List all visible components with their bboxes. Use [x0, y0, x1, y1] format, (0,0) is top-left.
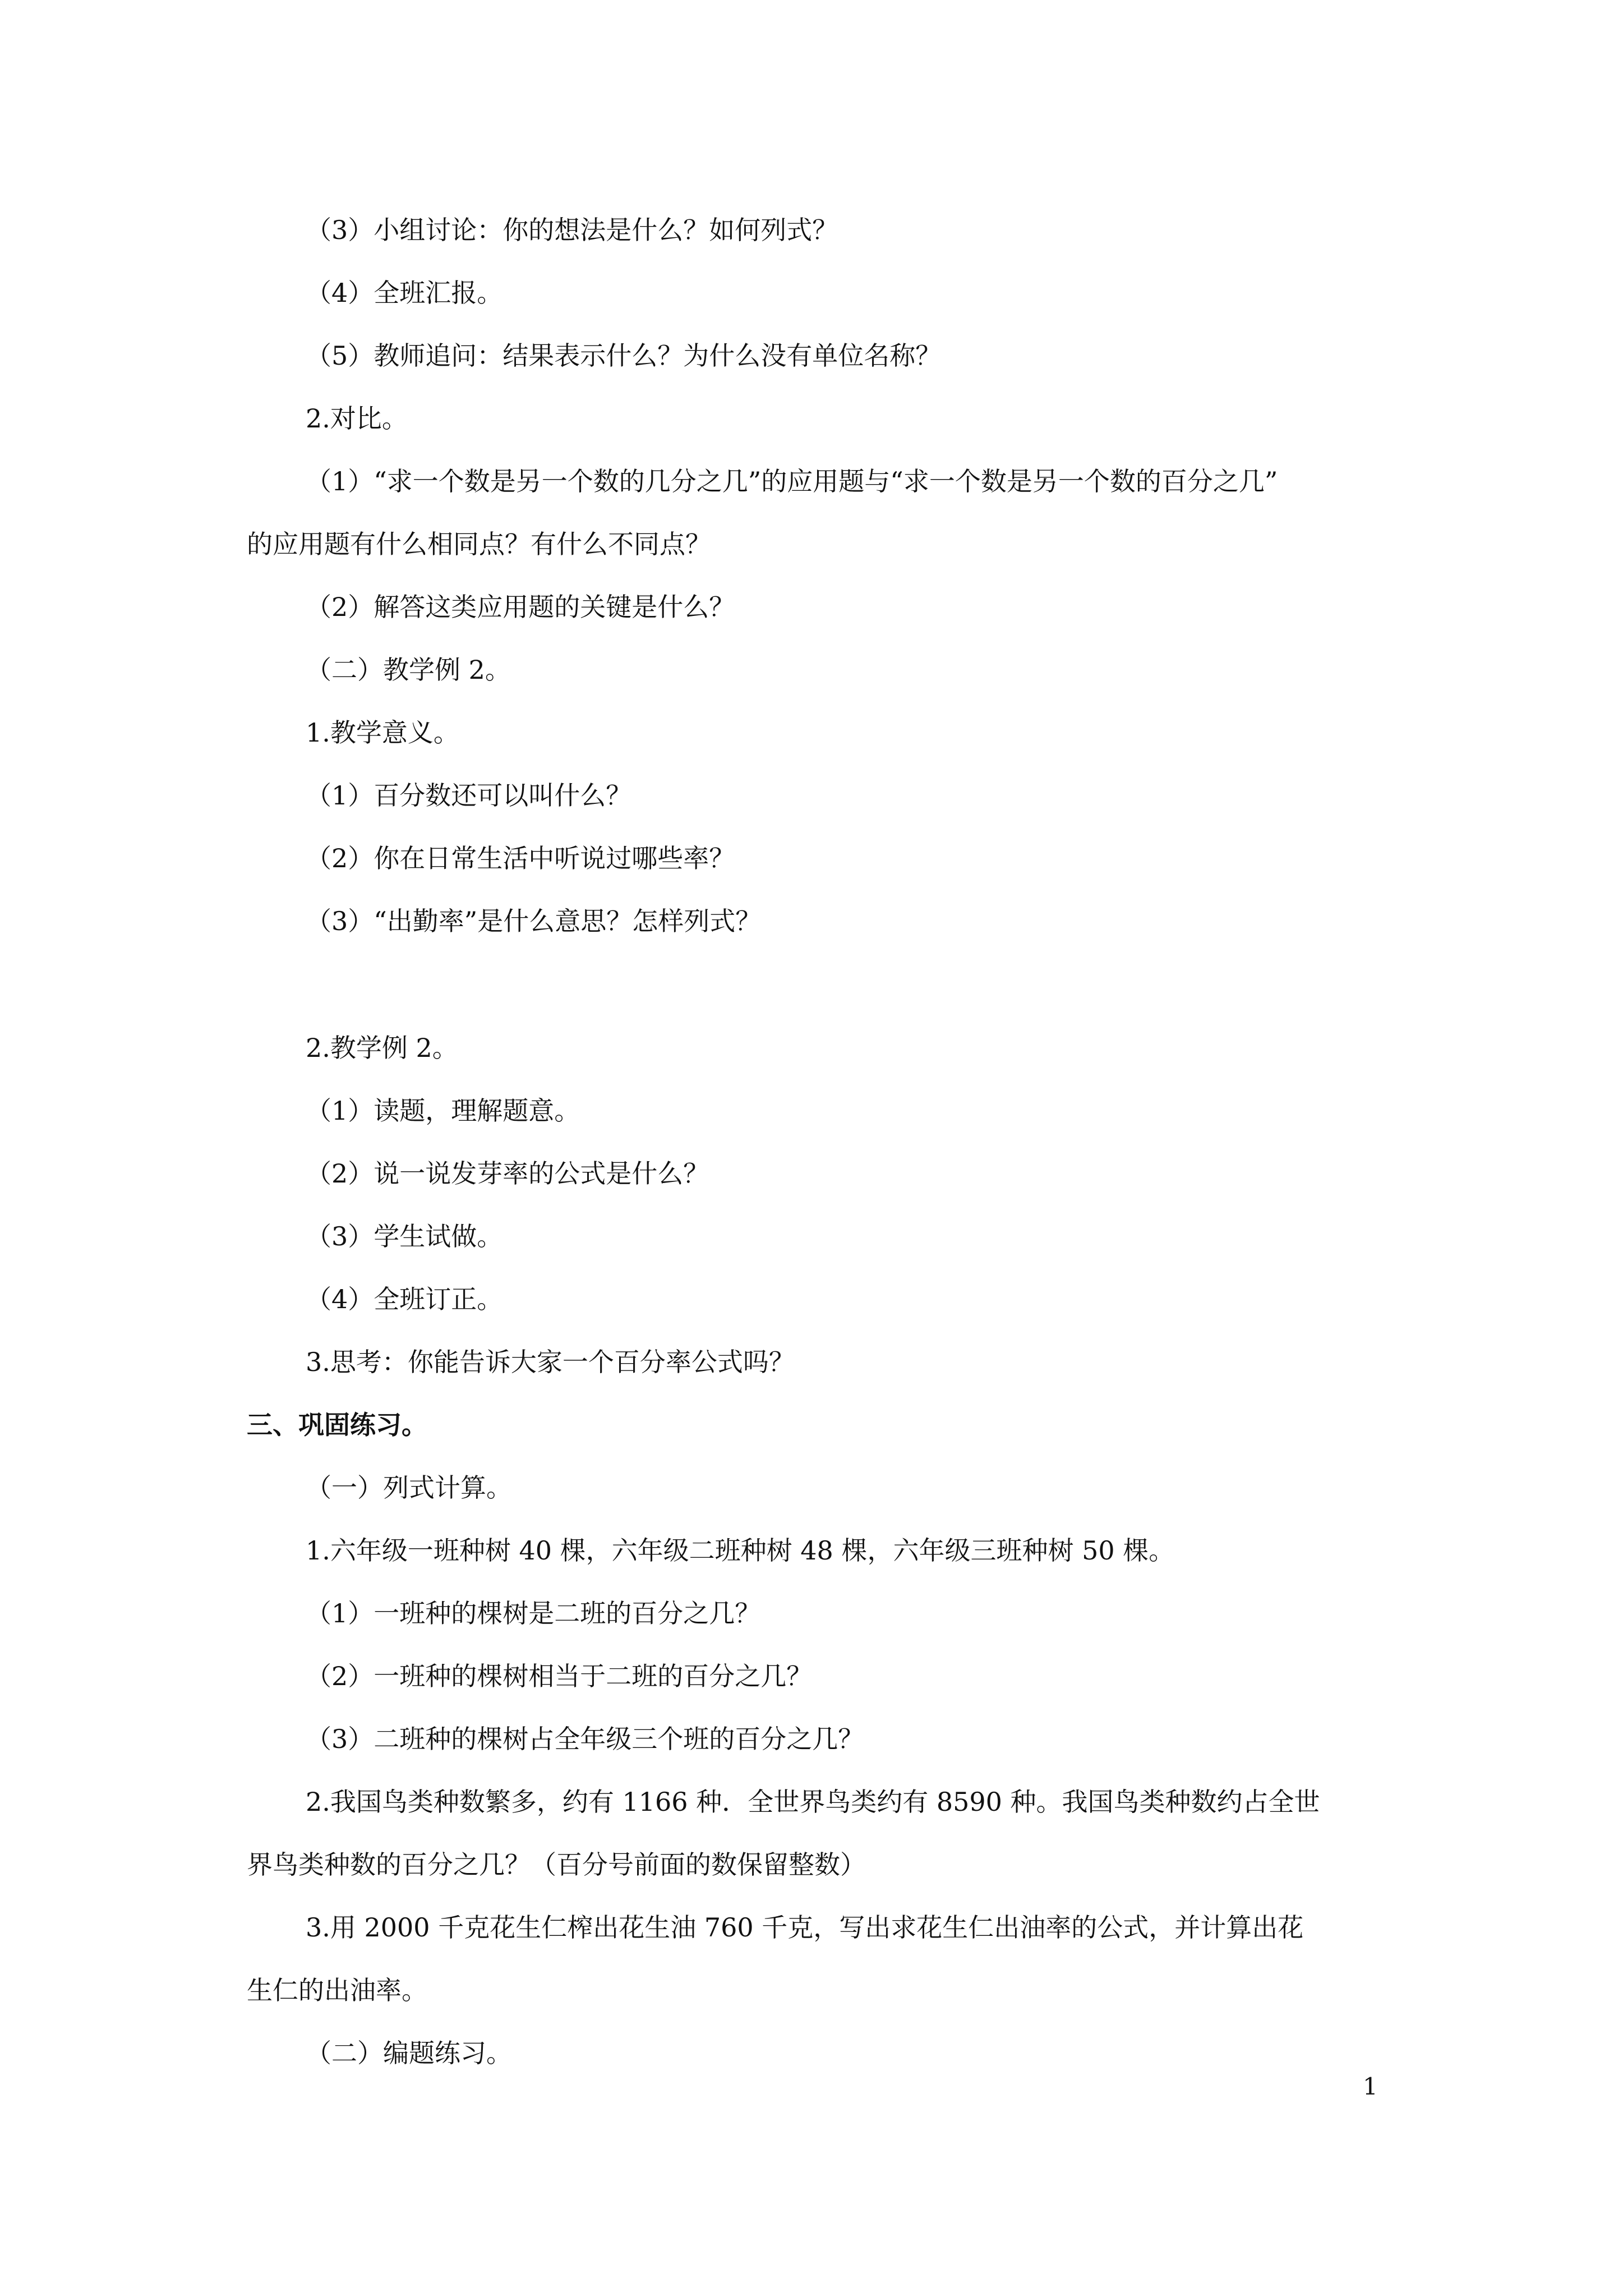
text-line: （3）学生试做。 — [306, 1221, 503, 1251]
text-line: （3）“出勤率”是什么意思？怎样列式？ — [306, 906, 762, 936]
section-heading: 三、巩固练习。 — [247, 1410, 427, 1440]
text-line: 2.我国鸟类种数繁多，约有 1166 种．全世界鸟类约有 8590 种。我国鸟类种数约占全世 — [306, 1787, 1320, 1817]
text-line: （二）编题练习。 — [306, 2038, 512, 2068]
text-line: （1）“求一个数是另一个数的几分之几”的应用题与“求一个数是另一个数的百分之几” — [306, 466, 1278, 496]
text-line: 3.思考：你能告诉大家一个百分率公式吗？ — [306, 1347, 795, 1377]
text-line: 1.六年级一班种树 40 棵，六年级二班种树 48 棵，六年级三班种树 50 棵。 — [306, 1535, 1175, 1566]
text-line: （二）教学例 2。 — [306, 655, 511, 685]
text-line: （1）读题，理解题意。 — [306, 1096, 580, 1126]
text-line: （5）教师追问：结果表示什么？为什么没有单位名称？ — [306, 341, 942, 371]
page-number: 1 — [1363, 2073, 1378, 2100]
text-line: （3）二班种的棵树占全年级三个班的百分之几？ — [306, 1724, 864, 1754]
text-line: （3）小组讨论：你的想法是什么？如何列式？ — [306, 215, 838, 245]
text-line: （2）一班种的棵树相当于二班的百分之几？ — [306, 1661, 813, 1691]
text-line: 2.教学例 2。 — [306, 1033, 458, 1063]
text-line: 生仁的出油率。 — [247, 1975, 427, 2005]
text-line: （1）一班种的棵树是二班的百分之几？ — [306, 1598, 761, 1628]
text-line: （4）全班汇报。 — [306, 278, 503, 308]
text-line: （4）全班订正。 — [306, 1284, 503, 1314]
text-line: 的应用题有什么相同点？有什么不同点？ — [247, 529, 711, 559]
text-line: 1.教学意义。 — [306, 717, 459, 748]
text-line: （2）解答这类应用题的关键是什么？ — [306, 592, 735, 622]
text-line: （2）说一说发芽率的公式是什么？ — [306, 1158, 709, 1189]
text-line: （2）你在日常生活中听说过哪些率？ — [306, 843, 735, 873]
text-line: （一）列式计算。 — [306, 1473, 512, 1503]
text-line: 3.用 2000 千克花生仁榨出花生油 760 千克，写出求花生仁出油率的公式，并计算出花 — [306, 1912, 1304, 1943]
text-line: 界鸟类种数的百分之几？（百分号前面的数保留整数） — [247, 1849, 866, 1880]
text-line: （1）百分数还可以叫什么？ — [306, 780, 632, 811]
text-line: 2.对比。 — [306, 403, 408, 434]
